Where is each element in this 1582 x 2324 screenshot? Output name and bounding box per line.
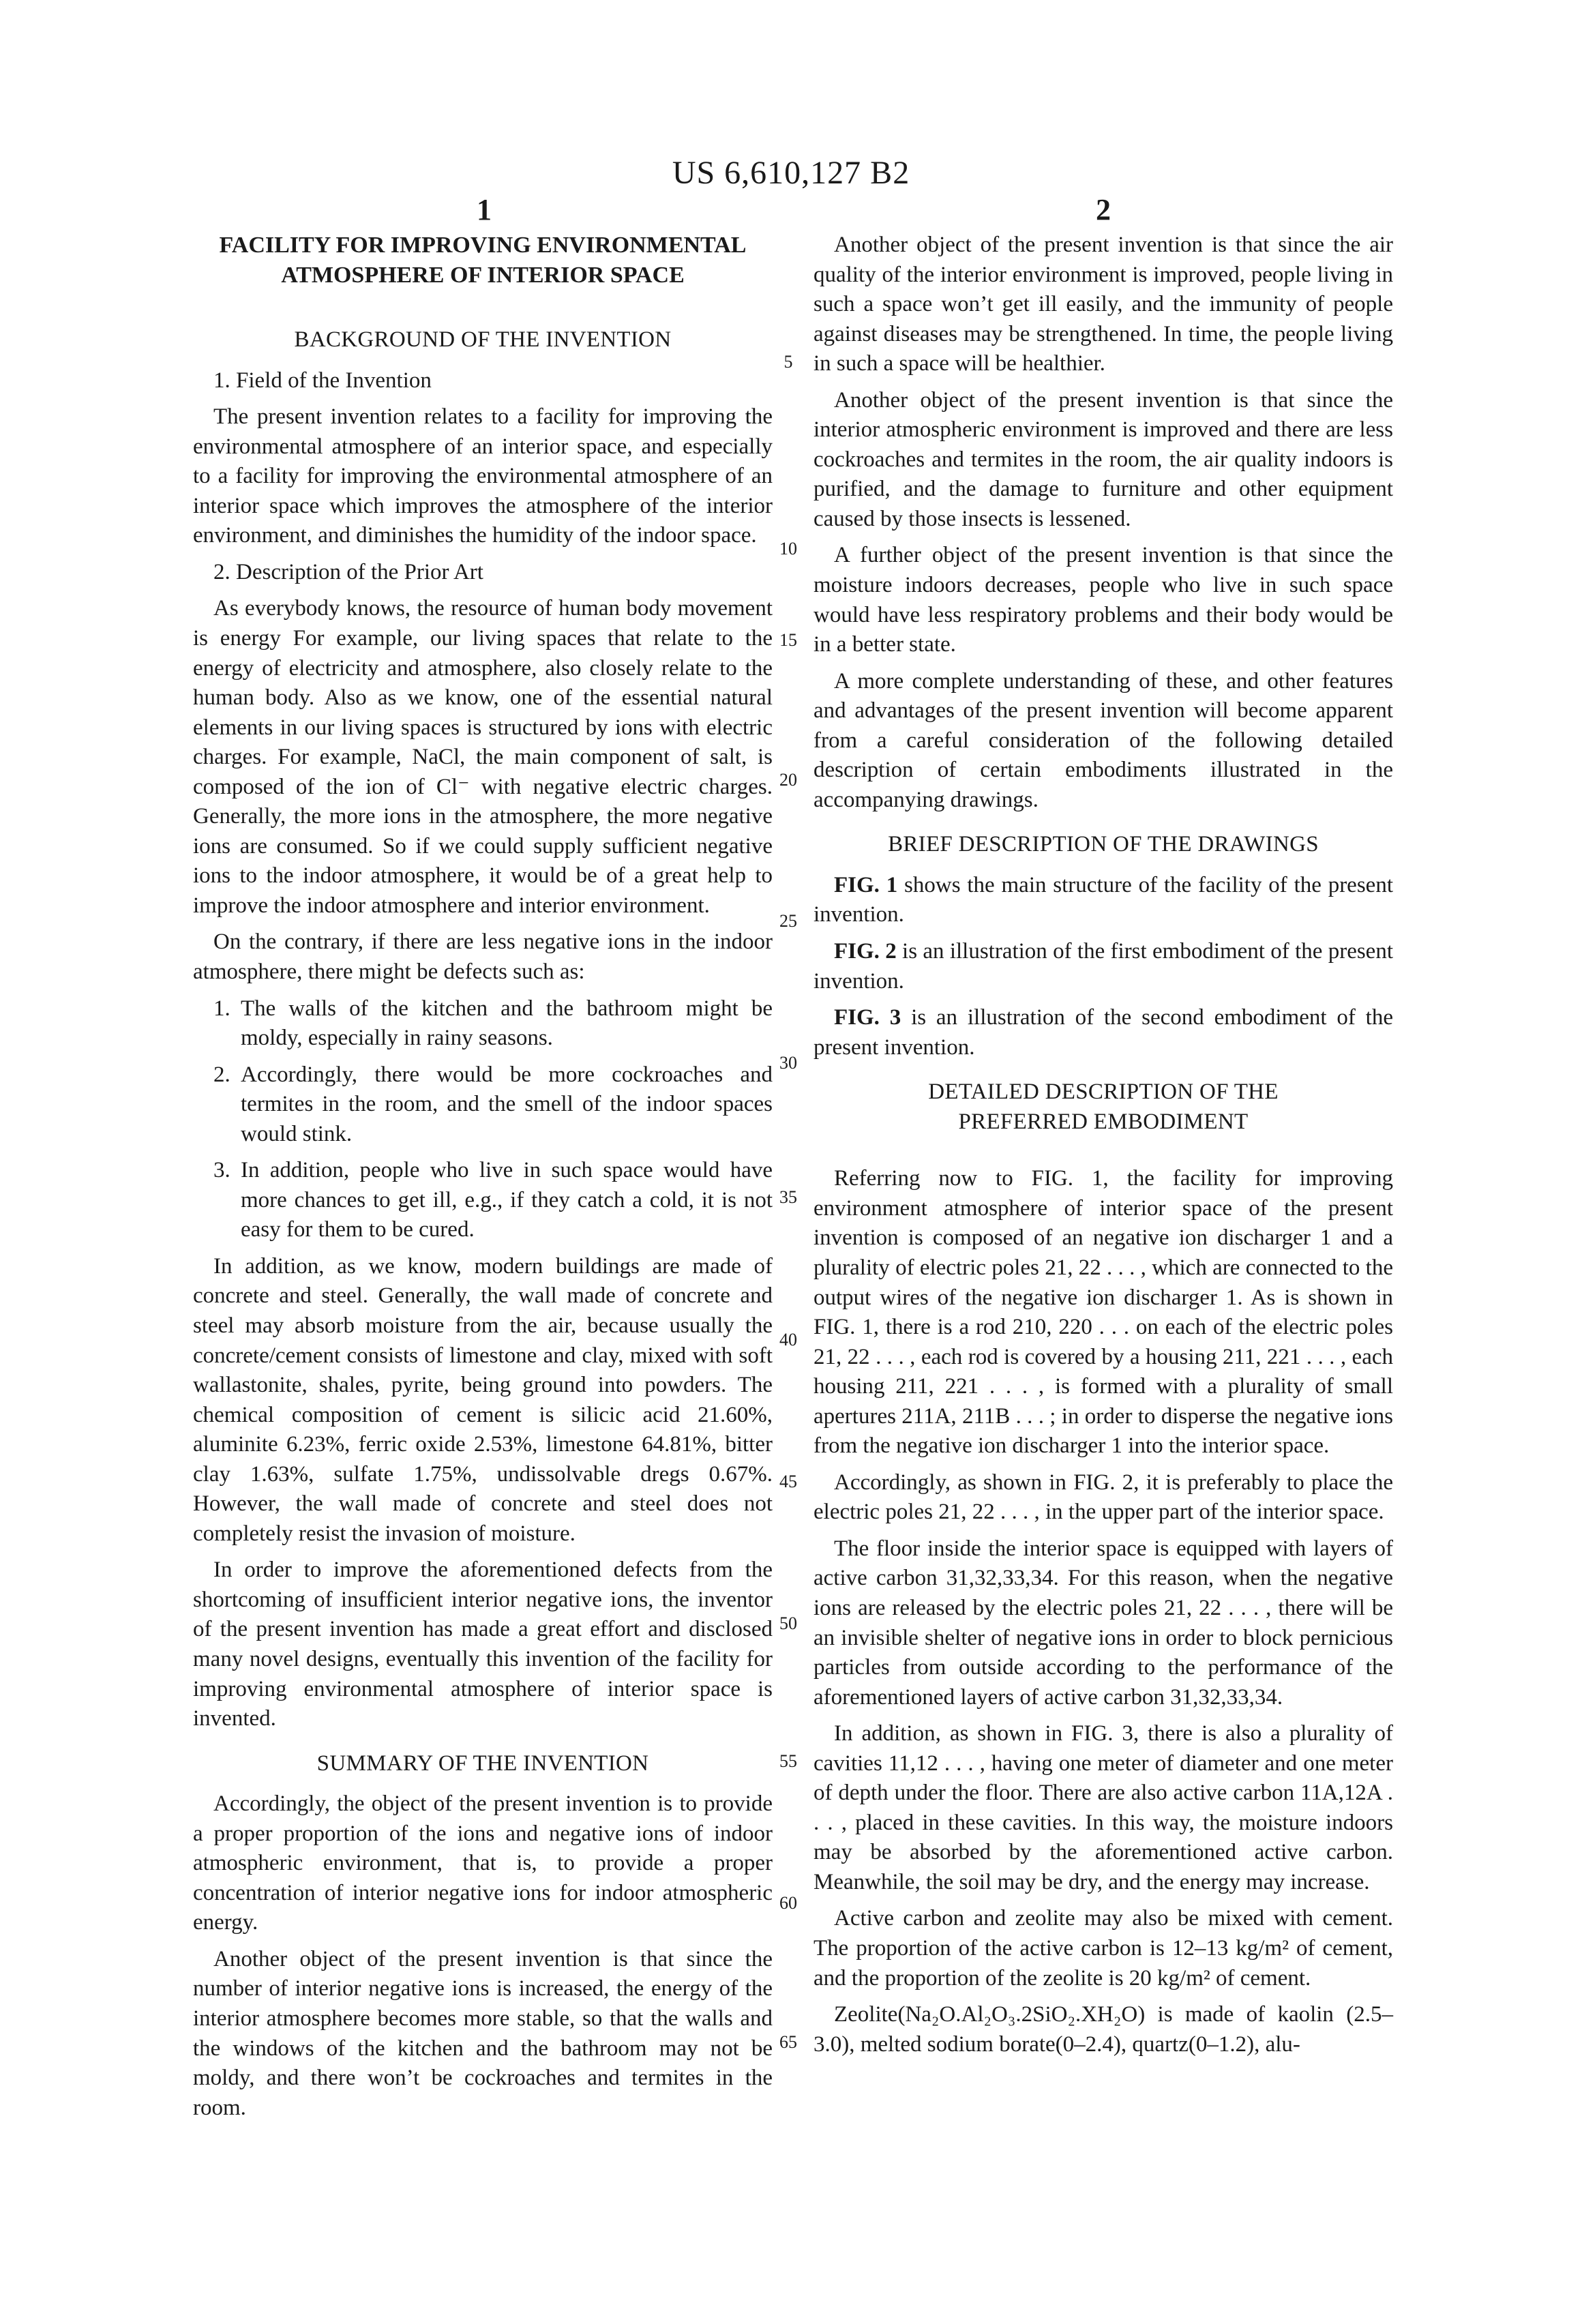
moisture-paragraph: A further object of the present invention is that since the moisture indoors decreases, people who live in such space would have less respiratory problems and their body would be in a better state. xyxy=(814,543,1393,657)
list-text: In addition, people who live in such space would have more chances to get ill, e.g., if they catch a cold, it is not easy for them to be cured. xyxy=(241,1158,773,1242)
fig3-paragraph: In addition, as shown in FIG. 3, there is also a plurality of cavities 11,12 . . . , having one meter of diameter and one meter of depth under the floor. There are also active carbon 11A,12A . . . , placed in these cavities. In this way, the moisture indoors may be absorbed by the aforementioned active carbon. Meanwhile, the soil may be dry, and the energy may increase. xyxy=(814,1721,1393,1894)
list-text: Accordingly, there would be more cockroaches and termites in the room, and the smell of the indoor spaces would stink. xyxy=(241,1062,773,1146)
field-paragraph: The present invention relates to a facility for improving the environmental atmosphere of an interior space, and especially to a facility for improving the environmental atmosphere of an interior space which improves the atmosphere of the interior environment, and diminishes the humidity of the indoor space. xyxy=(193,404,773,548)
prior-art-heading: 2. Description of the Prior Art xyxy=(213,559,483,584)
left-column xyxy=(193,230,773,2130)
line-number: 45 xyxy=(779,1472,797,1491)
buildings-paragraph: In addition, as we know, modern buildings are made of concrete and steel. Generally, the wall made of concrete and steel may absorb moisture from the air, because usually the concrete/cement consists of limestone and clay, mixed with soft wallastonite, shales, pyrite, being ground into powders. The chemical composition of cement is silicic acid 21.60%, aluminite 6.23%, ferric oxide 2.53%, limestone 64.81%, bitter clay 1.63%, sulfate 1.75%, undissolvable dregs 0.67%. However, the wall made of concrete and steel does not completely resist the invasion of moisture. xyxy=(193,1253,773,1546)
cement-paragraph: Active carbon and zeolite may also be mixed with cement. The proportion of the active carbon is 12–13 kg/m² of cement, and the proportion of the zeolite is 20 kg/m² of cement. xyxy=(814,1906,1393,1991)
fig1-label: FIG. 1 xyxy=(834,872,898,897)
detailed-heading xyxy=(814,1077,1393,1137)
line-number: 50 xyxy=(779,1613,797,1633)
fig3-text: is an illustration of the second embodiment of the present invention. xyxy=(814,1005,1393,1060)
summary-paragraph-2: Another object of the present invention is that since the number of interior negative ions is increased, the energy of the interior atmosphere becomes more stable, so that the walls and the windows of the kitchen and the bathroom may not be moldy, and there won’t be cockroaches and termites in the room. xyxy=(193,1946,773,2120)
fig3-label: FIG. 3 xyxy=(834,1005,901,1030)
list-number: 3. xyxy=(213,1158,230,1183)
contrary-paragraph: On the contrary, if there are less negative ions in the indoor atmosphere, there might be defects such as: xyxy=(193,929,773,984)
line-number: 40 xyxy=(779,1330,797,1350)
defects-list xyxy=(193,994,773,1245)
column-number-left: 1 xyxy=(477,193,492,226)
right-column xyxy=(814,230,1393,2066)
detailed-heading-line-1: DETAILED DESCRIPTION OF THE xyxy=(928,1079,1279,1105)
cockroaches-paragraph: Another object of the present invention is that since the interior atmospheric environment is improved and there are less cockroaches and termites in the room, the air quality indoors is purified, and the damage to furniture and other equipment caused by those insects is lessened. xyxy=(814,387,1393,531)
zeolite-paragraph: Zeolite(Na₂O.Al₂O₃.2SiO₂.XH₂O) is made of kaolin (2.5–3.0), melted sodium borate(0–2.4), quartz(0–1.2), alu- xyxy=(814,2002,1393,2057)
invention-title: FACILITY FOR IMPROVING ENVIRONMENTAL ATMOSPHERE OF INTERIOR SPACE xyxy=(219,233,747,288)
fig1-description xyxy=(814,871,1393,930)
fig2-description xyxy=(814,937,1393,996)
background-heading: BACKGROUND OF THE INVENTION xyxy=(294,327,672,353)
line-number: 5 xyxy=(783,352,793,372)
fig2-text: is an illustration of the first embodiment of the present invention. xyxy=(814,939,1393,994)
referring-paragraph: Referring now to FIG. 1, the facility for improving environment atmosphere of interior space of the present invention is composed of an negative ion discharger 1 and a plurality of electric poles 21, 22 . . . , which are connected to the output wires of the negative ion discharger 1. As is shown in FIG. 1, there is a rod 210, 220 . . . on each of the electric poles 21, 22 . . . , each rod is covered by a housing 211, 221 . . . , each housing 211, 221 . . . , is formed with a plurality of small apertures 211A, 211B . . . ; in order to disperse the negative ions from the negative ion discharger 1 into the interior space. xyxy=(814,1166,1393,1459)
improve-paragraph: In order to improve the aforementioned defects from the shortcoming of insufficient interior negative ions, the inventor of the present invention has made a great effort and disclosed many novel designs, eventually this invention of the facility for improving environmental atmosphere of interior space is invented. xyxy=(193,1558,773,1731)
field-heading: 1. Field of the Invention xyxy=(213,368,432,393)
list-item xyxy=(213,994,773,1054)
detailed-heading-line-2: PREFERRED EMBODIMENT xyxy=(958,1109,1249,1134)
summary-paragraph-1: Accordingly, the object of the present invention is to provide a proper proportion of the ions and negative ions of indoor atmospheric environment, that is, to provide a proper concentration of interior negative ions for indoor atmospheric energy. xyxy=(193,1791,773,1935)
fig2-paragraph: Accordingly, as shown in FIG. 2, it is preferably to place the electric poles 21, 22 . . . , in the upper part of the interior space. xyxy=(814,1470,1393,1525)
understanding-paragraph: A more complete understanding of these, and other features and advantages of the present invention will become apparent from a careful consideration of the following detailed description of certain embodiments illustrated in the accompanying drawings. xyxy=(814,668,1393,812)
line-number: 10 xyxy=(779,539,797,558)
air-quality-paragraph: Another object of the present invention is that since the air quality of the interior environment is improved, people living in such a space won’t get ill easily, and the immunity of people against diseases may be strengthened. In time, the people living in such a space will be healthier. xyxy=(814,233,1393,376)
line-number: 30 xyxy=(779,1053,797,1073)
list-item xyxy=(213,1156,773,1245)
list-number: 1. xyxy=(213,996,230,1021)
line-number: 35 xyxy=(779,1187,797,1207)
line-number: 60 xyxy=(779,1893,797,1913)
line-number: 65 xyxy=(779,2032,797,2052)
list-text: The walls of the kitchen and the bathroom might be moldy, especially in rainy seasons. xyxy=(241,996,773,1051)
floor-paragraph: The floor inside the interior space is equipped with layers of active carbon 31,32,33,34. For this reason, when the negative ions are released by the electric poles 21, 22 . . . , there will be an invisible shelter of negative ions in order to block pernicious particles from outside according to the performance of the aforementioned layers of active carbon 31,32,33,34. xyxy=(814,1536,1393,1710)
fig1-text: shows the main structure of the facility of the present invention. xyxy=(814,872,1393,927)
drawings-heading: BRIEF DESCRIPTION OF THE DRAWINGS xyxy=(888,832,1319,857)
line-number: 25 xyxy=(779,911,797,931)
fig2-label: FIG. 2 xyxy=(834,939,897,964)
column-number-right: 2 xyxy=(1096,193,1111,226)
list-number: 2. xyxy=(213,1062,230,1087)
prior-art-paragraph: As everybody knows, the resource of human body movement is energy For example, our living spaces that relate to the energy of electricity and atmosphere, also closely relate to the human body. Also as we know, one of the essential natural elements in our living spaces is structured by ions with electric charges. For example, NaCl, the main component of salt, is composed of the ion of Cl⁻ with negative electric charges. Generally, the more ions in the atmosphere, the more negative ions are consumed. So if we could supply sufficient negative ions to the indoor atmosphere, it would be of a great help to improve the indoor atmosphere and interior environment. xyxy=(193,596,773,918)
list-item xyxy=(213,1060,773,1150)
line-number: 15 xyxy=(779,630,797,650)
fig3-description xyxy=(814,1003,1393,1062)
line-number: 20 xyxy=(779,770,797,790)
line-number: 55 xyxy=(779,1751,797,1771)
patent-number: US 6,610,127 B2 xyxy=(672,155,910,191)
summary-heading: SUMMARY OF THE INVENTION xyxy=(316,1751,649,1776)
